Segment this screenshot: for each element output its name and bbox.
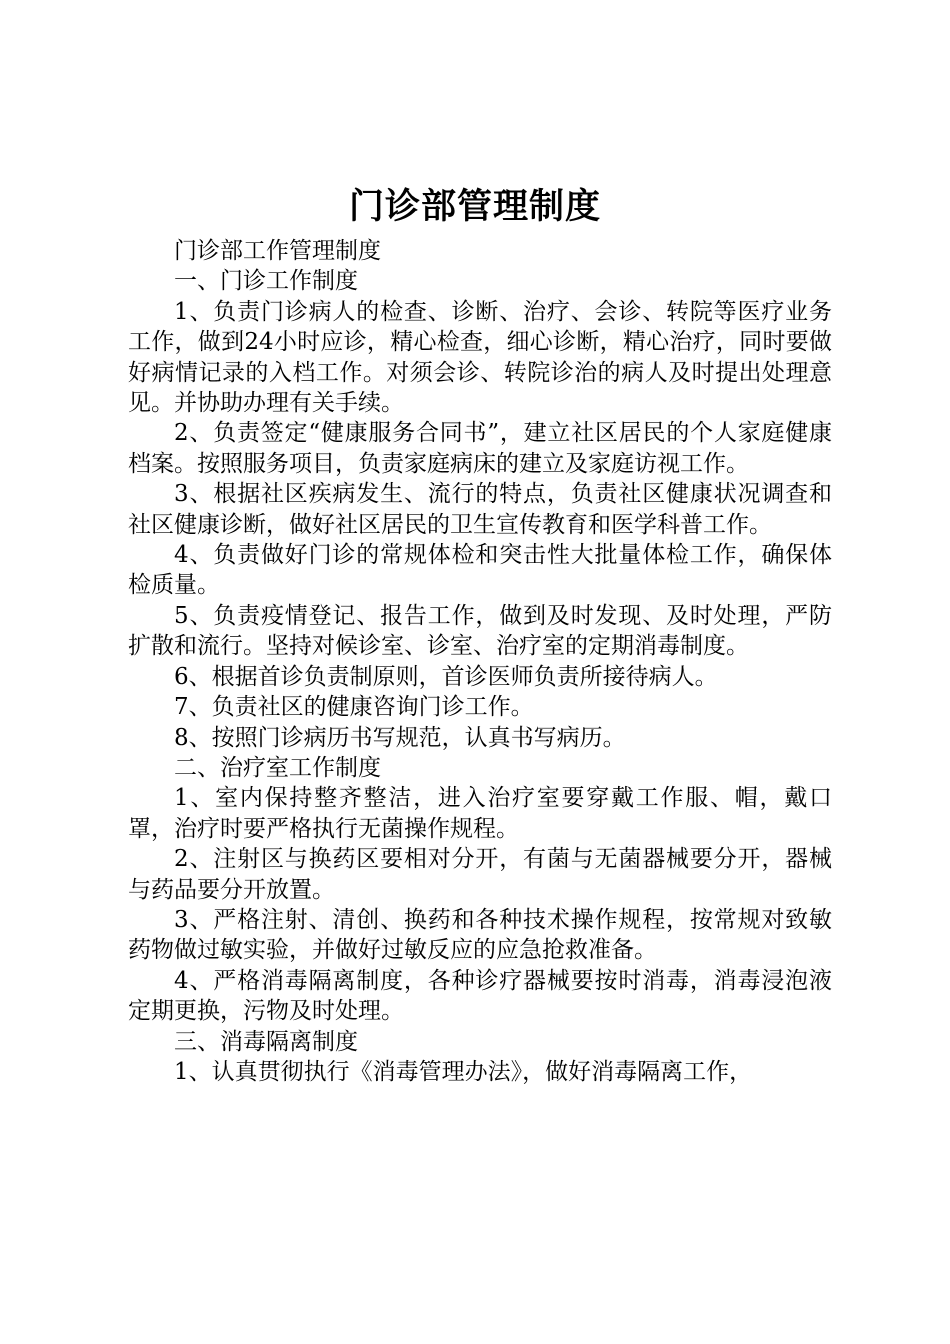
body-paragraph: 3、根据社区疾病发生、流行的特点，负责社区健康状况调查和社区健康诊断，做好社区居民的卫生宣传教育和医学科普工作。 bbox=[128, 481, 832, 538]
body-paragraph: 2、负责签定“健康服务合同书”，建立社区居民的个人家庭健康档案。按照服务项目，负责家庭病床的建立及家庭访视工作。 bbox=[128, 420, 832, 477]
document-title: 门诊部管理制度 bbox=[348, 186, 601, 227]
body-paragraph: 4、严格消毒隔离制度，各种诊疗器械要按时消毒，消毒浸泡液定期更换，污物及时处理。 bbox=[128, 967, 832, 1025]
section-heading: 门诊部工作管理制度 bbox=[174, 238, 381, 264]
section-heading: 三、消毒隔离制度 bbox=[174, 1028, 358, 1055]
body-paragraph: 4、负责做好门诊的常规体检和突击性大批量体检工作，确保体检质量。 bbox=[128, 542, 832, 599]
section-heading: 一、门诊工作制度 bbox=[174, 268, 358, 295]
body-paragraph: 3、严格注射、清创、换药和各种技术操作规程，按常规对致敏药物做过敏实验，并做好过敏反应的应急抢救准备。 bbox=[128, 906, 832, 964]
document-body bbox=[128, 236, 832, 1087]
body-paragraph: 1、认真贯彻执行《消毒管理办法》，做好消毒隔离工作， bbox=[174, 1058, 753, 1085]
body-paragraph: 5、负责疫情登记、报告工作，做到及时发现、及时处理，严防扩散和流行。坚持对候诊室、诊室、治疗室的定期消毒制度。 bbox=[128, 602, 832, 660]
body-paragraph: 1、室内保持整齐整洁，进入治疗室要穿戴工作服、帽，戴口罩，治疗时要严格执行无菌操作规程。 bbox=[128, 785, 832, 842]
body-paragraph: 6、根据首诊负责制原则，首诊医师负责所接待病人。 bbox=[174, 663, 718, 690]
section-heading: 二、治疗室工作制度 bbox=[174, 754, 381, 781]
body-paragraph: 2、注射区与换药区要相对分开，有菌与无菌器械要分开，器械与药品要分开放置。 bbox=[128, 846, 832, 903]
body-paragraph: 8、按照门诊病历书写规范，认真书写病历。 bbox=[174, 724, 626, 751]
body-paragraph: 1、负责门诊病人的检查、诊断、治疗、会诊、转院等医疗业务工作，做到24小时应诊，精心检查，细心诊断，精心治疗，同时要做好病情记录的入档工作。对须会诊、转院诊治的病人及时提出处理意见。并协助办理有关手续。 bbox=[128, 298, 832, 417]
body-paragraph: 7、负责社区的健康咨询门诊工作。 bbox=[174, 694, 534, 721]
